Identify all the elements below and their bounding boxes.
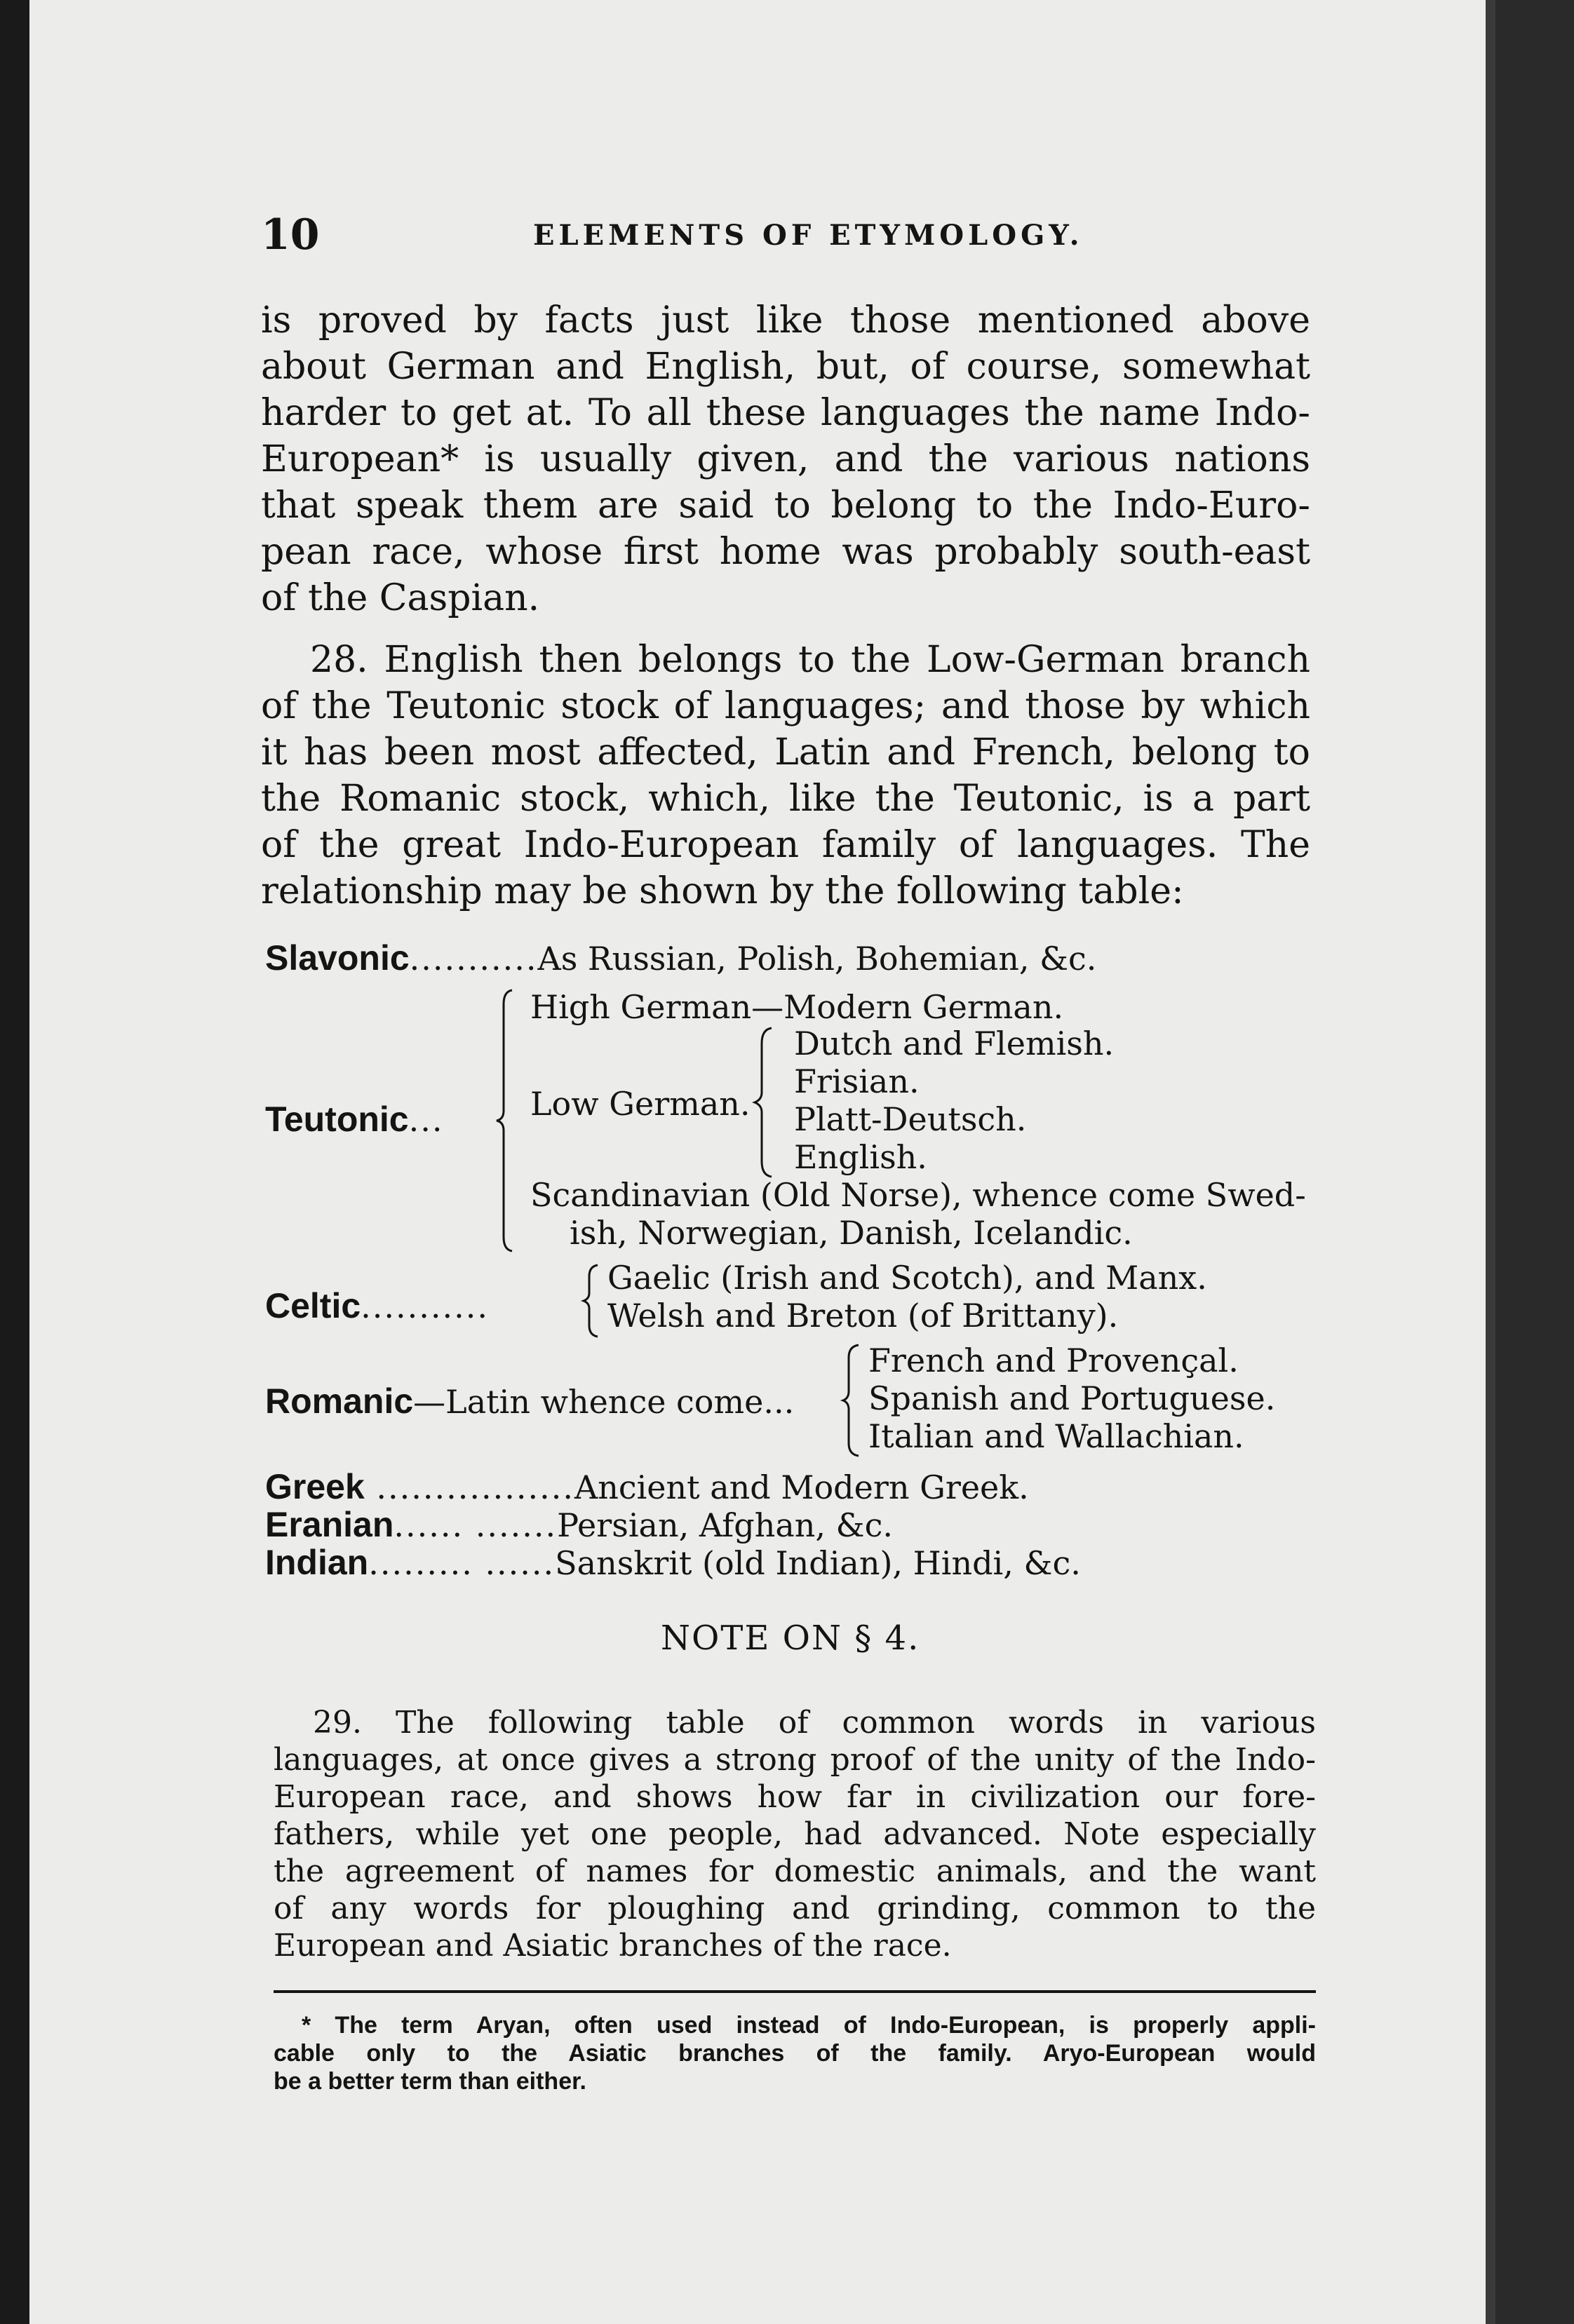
leader-dots: ................. [364,1468,574,1506]
text-line: of the great Indo-European family of languages. The [261,824,1310,866]
celtic-brace [579,1262,603,1339]
romanic-brace [839,1342,864,1459]
text-line: of the Caspian. [261,577,540,619]
page-number: 10 [261,210,320,259]
brace-path [843,1345,859,1456]
text-line: 29. The following table of common words in various [313,1705,1316,1741]
brace-path [497,990,512,1251]
text-line: pean race, whose first home was probably south-east [261,531,1310,573]
footnote-rule [274,1990,1316,1993]
footnote-line: cable only to the Asiatic branches of the family. Aryo-European would [274,2040,1316,2067]
text-line: European* is usually given, and the various nations [261,438,1310,480]
teutonic-scandinavian-cont: ish, Norwegian, Danish, Icelandic. [570,1214,1133,1252]
leader-dots: ...... ....... [394,1506,558,1544]
low-german-item: Platt-Deutsch. [794,1100,1027,1138]
eranian-text: Persian, Afghan, &c. [557,1506,893,1544]
celtic-item: Welsh and Breton (of Brittany). [607,1297,1119,1335]
text-line: languages, at once gives a strong proof of the unity of the Indo- [274,1742,1316,1778]
text-line: the Romanic stock, which, like the Teutonic, is a part [261,778,1310,820]
paragraph-continuation [261,297,1310,621]
indian-text: Sanskrit (old Indian), Hindi, &c. [555,1544,1081,1582]
slavonic-text: As Russian, Polish, Bohemian, &c. [537,940,1097,978]
label-indian: Indian [265,1543,369,1582]
text-line: is proved by facts just like those mentioned above [261,299,1310,342]
paragraph-28 [261,637,1310,914]
leader-dots: ........... [361,1288,490,1325]
text-line: European and Asiatic branches of the race. [274,1928,952,1964]
text-line: it has been most affected, Latin and French, belong to [261,731,1310,773]
running-title: ELEMENTS OF ETYMOLOGY. [533,219,1084,252]
label-eranian: Eranian [265,1505,394,1544]
binding-shadow [1486,0,1495,2324]
row-romanic [265,1381,794,1421]
text-line: harder to get at. To all these languages the name Indo- [261,392,1310,434]
text-line: that speak them are said to belong to the Indo-Euro- [261,485,1310,527]
text-line: European race, and shows how far in civilization our fore- [274,1779,1316,1815]
greek-text: Ancient and Modern Greek. [574,1468,1029,1506]
text-line: 28. English then belongs to the Low-German branch [310,639,1310,681]
romanic-item: Spanish and Portuguese. [868,1379,1276,1417]
row-greek [265,1467,1029,1507]
footnote-line: * The term Aryan, often used instead of Indo-European, is properly appli- [302,2012,1316,2039]
label-teutonic: Teutonic [265,1100,409,1139]
low-german-item: Frisian. [794,1062,920,1100]
paragraph-29 [274,1704,1316,1964]
text-line: of any words for ploughing and grinding, common to the [274,1891,1316,1926]
label-romanic: Romanic [265,1381,414,1421]
label-slavonic: Slavonic [265,938,410,978]
teutonic-low-german: Low German. [530,1085,751,1123]
footnote [274,2011,1316,2095]
brace-path [584,1265,598,1337]
text-line: the agreement of names for domestic animals, and the want [274,1853,1316,1889]
teutonic-scandinavian: Scandinavian (Old Norse), whence come Swed- [530,1176,1306,1214]
romanic-text: —Latin whence come... [413,1383,795,1421]
text-line: relationship may be shown by the following table: [261,870,1184,912]
left-page-edge [0,0,29,2324]
row-eranian [265,1505,893,1545]
leader-dots: ......... ...... [368,1544,556,1582]
romanic-item: Italian and Wallachian. [868,1417,1244,1455]
celtic-item: Gaelic (Irish and Scotch), and Manx. [607,1259,1207,1297]
leader-dots: ... [408,1101,444,1139]
text-line: about German and English, but, of course, somewhat [261,346,1310,388]
text-line: fathers, while yet one people, had advanced. Note especially [274,1816,1316,1852]
teutonic-brace [491,987,519,1254]
brace-path [755,1028,772,1177]
low-german-item: English. [794,1138,927,1176]
romanic-item: French and Provençal. [868,1342,1239,1379]
text-line: of the Teutonic stock of languages; and those by which [261,685,1310,727]
row-celtic [265,1286,489,1326]
row-teutonic [265,1100,444,1140]
row-indian [265,1543,1081,1583]
label-celtic: Celtic [265,1286,361,1325]
leader-dots: ........... [409,940,538,978]
right-page-edge [1495,0,1574,2324]
teutonic-high-german: High German—Modern German. [530,988,1064,1026]
footnote-line: be a better term than either. [274,2068,586,2095]
note-heading: NOTE ON § 4. [661,1619,920,1658]
label-greek: Greek [265,1467,365,1506]
row-slavonic [265,938,1096,978]
low-german-item: Dutch and Flemish. [794,1025,1115,1062]
low-german-brace [751,1025,779,1180]
